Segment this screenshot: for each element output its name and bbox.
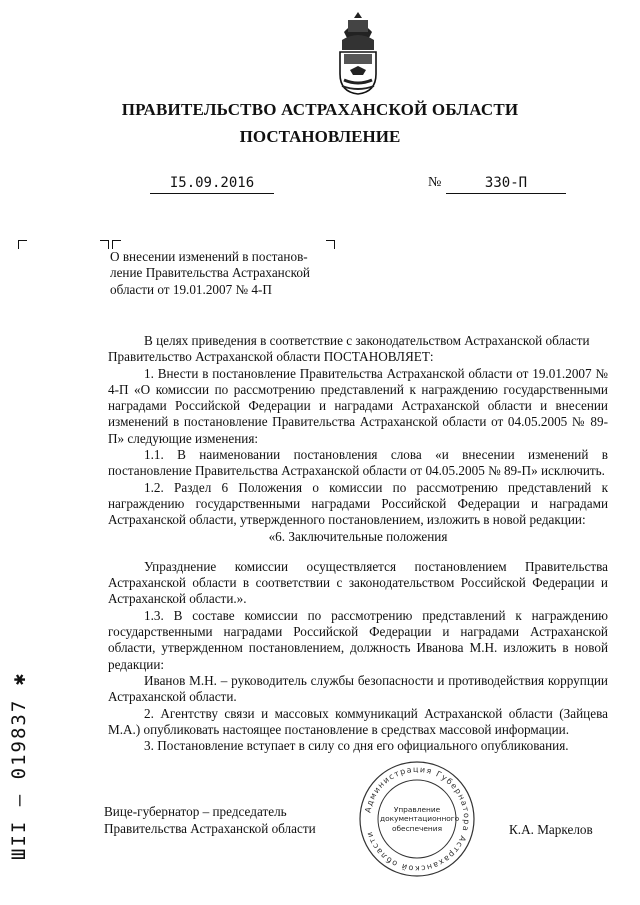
number-label: № <box>428 175 442 190</box>
paragraph: Иванов М.Н. – руководитель службы безопасности и противодействия коррупции Астраханской области. <box>108 672 608 705</box>
subject-line: области от 19.01.2007 № 4-П <box>110 281 272 297</box>
paragraph: В целях приведения в соответствие с законодательством Астраханской области <box>144 333 590 348</box>
corner-mark <box>112 240 121 249</box>
corner-mark <box>100 240 109 249</box>
signatory-title <box>104 803 316 837</box>
corner-mark <box>18 240 27 249</box>
government-name: ПРАВИТЕЛЬСТВО АСТРАХАНСКОЙ ОБЛАСТИ <box>121 100 519 119</box>
stamp-text <box>380 805 460 833</box>
paragraph: 1.3. В составе комиссии по рассмотрению представлений к награждению государственными наградами Российской Федерации и наградами Астраханской области, утвержденном постановлением, должность Иванова М.Н. изложить в новой редакции: <box>108 607 608 672</box>
paragraph: Упразднение комиссии осуществляется постановлением Правительства Астраханской области в соответствии с законодательством Российской Федерации и Астраханской области.». <box>108 558 608 607</box>
paragraph: 2. Агентству связи и массовых коммуникаций Астраханской области (Зайцева М.А.) опубликовать настоящее постановление в средствах массовой информации. <box>108 705 608 737</box>
paragraph: 1.1. В наименовании постановления слова «и внесении изменений в постановление Правительства Астраханской области от 04.05.2005 № 89-П» исключить. <box>108 447 608 479</box>
corner-mark <box>326 240 335 249</box>
stamp-line: обеспечения <box>391 823 443 833</box>
signatory-title-line: Правительства Астраханской области <box>104 821 316 836</box>
subject-line: О внесении изменений в постанов- <box>110 249 308 264</box>
stamp-line: Управление <box>393 805 441 814</box>
paragraph: 3. Постановление вступает в силу со дня его официального опубликования. <box>144 738 569 754</box>
document-subject <box>110 249 340 298</box>
coat-of-arms-icon <box>330 10 386 96</box>
stamp-line: документационного <box>380 814 460 824</box>
document-number: 330-П <box>446 175 566 194</box>
paragraph: 1.2. Раздел 6 Положения о комиссии по рассмотрению представлений к награждению государственными наградами Российской Федерации и наградами Астраханской области, утвержденного постановлением, изложить в новой редакции: <box>108 479 608 528</box>
paragraph: Правительство Астраханской области ПОСТАНОВЛЯЕТ: <box>108 349 434 365</box>
document-body <box>108 333 608 754</box>
svg-text:Администрация Губернатора Астр: Администрация Губернатора Астраханской области <box>363 764 472 874</box>
paragraph: 1. Внести в постановление Правительства Астраханской области от 19.01.2007 № 4-П «О комиссии по рассмотрению представлений к награждению государственными наградами Российской Федерации и наградами Астраханской области и внесении изменений в постановление Правительства Астраханской области от 04.05.2005 № 89-П» следующие изменения: <box>108 365 608 446</box>
document-date: I5.09.2016 <box>150 175 274 194</box>
signatory-title-line: Вице-губернатор – председатель <box>104 804 287 819</box>
subject-line: ление Правительства Астраханской <box>110 265 310 281</box>
form-serial-number: ШII – 019837 ✱ <box>8 671 30 860</box>
document-type: ПОСТАНОВЛЕНИЕ <box>239 127 401 146</box>
section-heading: «6. Заключительные положения <box>268 528 448 544</box>
signatory-name: К.А. Маркелов <box>509 822 593 837</box>
